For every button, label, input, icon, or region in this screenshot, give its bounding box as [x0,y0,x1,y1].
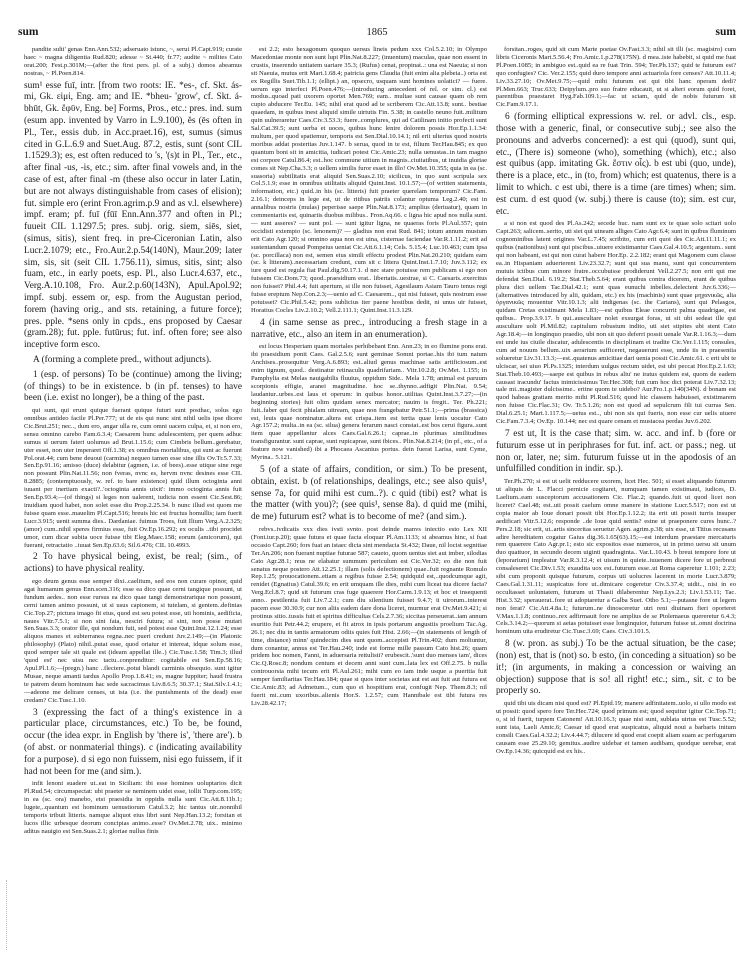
column-left [24,46,242,836]
citation-block: a si non est quod des Pl.As.242; secede huc. nam sunt ex te quae solo scitari uolo Capt.263; salicem..serito, uti siet qui uineam alliges Cato Agr.6.4; sunt in quibus fluminum cognominibus latent origines Var.L.7.45; scribito, cum erit quoi des Cic.Att.11.11.1; ex quibus (nationibus) sunt qui piscibus..uiuere existimantur Caes.Gal.4.10.5; argentum.. sunt qui non habeant, est qui non curat habere Hor.Ep. 2.2.182; erant qui Magonem cum classe ea..in Hispaniam aduerterent Liv.23.32.7; sunt qui sua manu, sunt qui concurrentem mutuis ictibus cum minore fratre..occubuisse prodiderunt Vell.2.27.5; non erit qui me defendat Sen.Dial. 6.19.2; Stat.Theb.5.64; erant quibus contra dicerem, erant de quibus plura dici uellem Tac.Dial.42.1; sunt quas eunuchi inbelles..delectent Juv.6.336;—(alternatives introduced by alii, quidam, etc.) ex his (machinis) sunt quae μηχανικῶς, alia ὀργανικῶς mouentur Vitr.10.1.3; alii indigenas (sc. the Carians), sunt qui Pelasgos, quidam Cretas existimant Mela 1.83;—est quibus Eleae concurrit palma quadrigae, est quibus.. Prop.3.9.17. b qui..auscultare nolet exsurgat foras, ut sit ubi sedeat ille qui auscultare uolt Pl.Mil.82; capitulum robustum indito, uti siet stipites ubi stent Cato Agr.18.4;—in longinquo praedio, ubi non sit quo deferri possit uenale Var.R.1.16.3;—dum est unde ius ciuile discatur, adulescentis in disciplinam ei tradite Cic.Ver.1.115; consules, cum ad nouum bellum..uix aerarium sufficeret, negauerunt esse, unde iis in praesentia solueretur Liv.31.13.3;—est..quatenus amicitiae dari uenia possit Cic.Amic.61. c erit ubi te ulciscar, sei uiuo Pl.Ps.1325; interdum uulgus rectum uidet, est ubi peccat Hor.Ep.2.1.63; Stat.Theb.10.493;—saepe est quibus in rebus aliu' ne iratus quidem est, quom de eadem causast iracundu' factus inimicissimus Ter.Hec.308; fuit cum hoc dici poterat Liv.7.32.13; uale mi..magister dulcissime.. eritne quom te uidebo? Aur.Fro.1.p.140(34N). d bonam est quod habeas gratiam merito mihi Pl.Rud.516; quod hic classem habuisset, existimarem non fuisse Cic.Flac.31; Ov. Tr.5.1.26; non est quod ad sepulcrum fili tui curras Sen. Dial.6.25.1; Mart.1.117.5;—uetus est.., ubi non sis qui fueris, non esse cur uelis uiuere Cic.Fam.7.3.4; Ov.Ep. 10.144; nec est quare cenam et mustacea perdas Juv.6.202. [496,220,736,426]
sense-7: 7 est ut, It is the case that; sim. w. acc. and inf. b (fore or futurum esse ut in periphrases for fut. inf. act. or pass.; neg. ut non or, later, ne; sim. futurum fuisse ut in the apodosis of an unfulfilled condition in indir. sp.). [496,428,736,475]
margin-ruler-marks [6,880,11,950]
citation-block: quid tibi uis dicam nisi quod est? Pl.Epid.19; manere adfinitatem..uolo, si ullo modo est ut possit: quod spero fore Ter.Hec.724; quod primum est; quod sequitur igitur Cic.Top.71; o, si id fuerit, turpem Catonem! Att.10.16.3; quae nisi sunt, sublata uirtus est Tusc.5.52; sunt ista, Laeli Amic.6; Caesar id quod erat suspicatus, aliquid noui a barbaris initum consili Caes.Gal.4.32.2; Liv.4.44.7; dilucere id quod erat coepit aliam suam ac perfugarum causam esse 25.29.10; gemitus..audire uidebar et tamen audibam, quodque uerebar, erat Ov.Ep.14.36; quicquid est ex his.. [496,700,736,755]
page-header [18,26,736,44]
citation-block: qui sunt, qui erunt quique fuerant quique futuri sunt posthac, solus ego omnibus antideo facile Pl.Per.777; ut de eis qui nunc sint nihil uelis ipse dicere Cic.Brut.251; nec.., dum ero, angar ulla re, cum omni uacem culpa, et, si non ero, sensu omnino carebo Fam.6.3.4; Caesarem hunc adulescentem, per quem adhuc sumus si uerum fateri uolumus ad Brut.1.15.6; cum Cimbris bellum..gerebatur, uter esset, non uter imperaret Off.1.38; ex omnibus mortalibus, qui sunt ac fuerunt Pol.orat.44; cum bene deuoui (carmina) nequeo tamen esse sine illis Ov.Tr.5.7.33; Sen.Ep.91.16; amisso (duce) delabitur (agmen, i.e. of bees)..esse utique sine rege non possunt Plin.Nat.11.56; non fveras, nvnc es, hervm nvnc desines esse CIL 8.2885; (contemptuously, w. ref. to bare existence) quid illum octoginta anni iuuant per inertiam exacti?..'octoginta annis uixit': immo octoginta annis fuit Sen.Ep.93.4;—(of things) si leges non ualerent, iudicia non essent Cic.Sest.86; inuidiam quod habet, non solet esse diu Prop.2.25.34. b nunc illud est quom me fuisse quam esse..mauelim Pl.Capt.516; breuis hic est fructus homullis; iam fuerit Lucr.3.915; uenit summa dies.. Dardaniae. fuimus Troes, fuit Ilium Verg.A.2.325; (amor) cum..nihil speres firmius esse, fuit Ov.Ep.16.292; ex oculis ..tibi procidet umor, cum dicar subita uoce fuisse tibi Eleg.Maec.158; eorum (amicorum), qui fuerant, retractatio ..iuuat Sen.Ep.63.6; Sil.6.476; CIL 10.4993. [24,407,242,549]
sense-A: A (forming a complete pred., without adjuncts). [33,354,212,365]
column-middle [251,46,487,708]
sense-5: 5 (of a state of affairs, condition, or sim.) To be present, obtain, exist. b (of relationships, dealings, etc.; see also quis¹, sense 7a, for quid mihi est cum..?). c quid (tibi) est? what is the matter (with you)?; (see quis¹, sense 8a). d quid me (mihi, de me) futurum est? what is to become of me? (and sim.). [251,465,487,523]
sense-1: 1 (esp. of persons) To be (continue) among the living; (of things) to be in existence. b (in pf. tenses) to have been (i.e. exist no longer), be a thing of the past. [24,369,242,404]
citation-block: infit lenoni suadere ut..eat in Siciliam: ibi esse homines uoluptarios dicit Pl.Rud.54; circumspectat: ubi praeter se neminem uidet esse, tollit Turp.com.195; in ea (sc. ora) manebo, etsi praesidia in oppidis nulla sunt Cic.Att.8.11b.1; lugete,..quantum est hominum uenustiorum Catul.3.2; hic tantus uir..nonnihil temporis tribuit litteris. namque aliquot eius libri sunt Nep.Han.13.2; forsitan et lucos illic urbesque deorum concipias animo..esse? Ov.Met.2.78; uix.. minimo aditus nauigio est Sen.Suas.2.1; gloriae nullus finis [24,780,242,835]
page-number: 1865 [366,27,388,38]
sense-8: 8 (w. pron. as subj.) To be the actual situation, be the case; (non) est, that is (not) so. b esto, (in conceding a situation) so be it!; (in arguments, in making a concession or waiving an objection) suppose that is so! all right! etc.; sim., sit. c to be properly so. [496,639,736,697]
citation-block: pandite sulti' genas Enn.Ann.532; adseruato istunc, ~, serui Pl.Capt.919; curate haec ~ magna diligentia Rud.820; adesse ~ St.440; fr.77; audite ~ milites Cato orat.200; Fest.p.301M;—(after the first pers. pl. of a subj.) domos abeamus nostras, ~ Pl.Poen.814. [24,46,242,77]
sense-4: 4 (in same sense as prec., introducing a fresh stage in a narrative, etc., also an item in an enumeration). [251,317,487,340]
left-running-headword: sum [18,26,39,38]
citation-block: est 2.2; esto hexagonum quoquo uersus lineis pedum xxx Col.5.2.10; in Olympo Macedoniae monte non sunt lupi Plin.Nat.8.227; (inuentum) maculas, quae non essent in crustis, inserendo unitatem uariare 35.3; (Rufus) cenat, propinat..: una est Naeuia; si non sit Naeuia, mutus erit Mart.1.68.4; patricia gens Claudia (fuit enim alia plebeia..) orta est ex Regillis Suet.Tib.1.1; (ellipt.) an, opsecro, usquam sunt homines uolatici? — fuere. uerum ego interfeci Pl.Poen.476;—(introducing antecedent of rel. or sim. cl.) est modus..quoad pati uxorem oportet Men.769; eam.. multae sunt causae quam ob rem cupio abducere Ter.Eu. 145; nihil erat quod ad te scriberem Cic.Att.13.8; sunt.. bestiae quaedam, in quibus inest aliquid simile uirtutis Fin. 5.38; in castello neuno fuit..militum quin uulneraretur Caes.Civ.3.53.3; fuere..complures, qui ad Catilinam initio profecti sunt Sal.Cat.39.5; sunt uerba et uoces, quibus hunc lenire dolorem possis Hor.Ep.1.1.34: multum, per quod spatiemur, temporis est Sen.Dial.10.14.1; nil erit ulterius quod nostris moribus addat posteritas Juv.1.147. b serua, quod in te est, filium Ter.Hau.845; ex quo quantum boni sit in amicitia, iudicari potest Cic.Amic.23; nulla uenustas..in tam magno est corpore Catul.86.4; est..hoc commune uitium in magnis..ciuitatibus, ut inuidia gloriae comes sit Nep.Cha.3.3; o uellem similis furor esset in illo! Ov.Met.10.355; quia in ea (sc. suasoria) subtilitatis erat aliquid Sen.Suas.2.10; sicilicus, in quo sunt scripula sex Col.5.1.9; esse in omnibus utilitatis aliquid Quint.Inst. 10.1.57;—(of written statements, information, etc.) quid..in his (sc. litteris) fuit praeter querelam temporum? Cic.Fam. 2.16.1; deinceps in lege est, ut de ritibus patriis colantur optuma Leg.2.40; est in annalibus nostris (mulas) peperisse saepe Plin.Nat.8.173; amplius (deriuatur), quam in commentariis est, quinariis duobus milibus.. Fron.Aq.66. c ligna hic apud nos nulla sunt. — sunt asseres? — sunt pol. — sunt igitur ligna, ne quaeras foris Pl.Aul.357; quin occidisti extempio (sc. lenonem)? — gladius non erat Rud. 841; totum annum mustum erit Cato Agr.120; si omnino aqua non est uina, cisternae faciendae Var.R.1.11.2; erit ad sustentandum quoad Pompeius ueniat Cic.Att.6.1.14; Cels. 5.15.4; Luc.10.463; cum ipsa (sc. porcillaca) non est, semen eius simili effectu prodest Plin.Nat.20.210; quidam eam (sc. k litteram)..necessariam credunt, cum sit c littera Quint.Inst.1.7.10; Juv.3.112; ex iure quod est regula fiat Paul.dig.50.17.1. d nec stare potuisse rem publicam si ego non fuissem Cic.Dom.73; quod..praesidium erat.. libertatis..uestrae, si C. Caesaris..exercitus non fuisset? Phil.4.4; fuit apertum, si ille non fuisset, Agesilaum Asiam Tauro tenus regi fuisse ereptum Nep.Con.2.3;—uenio ad C. Caesarem.., qui nisi fuisset, quis nostrum esse potuisset? Cic.Phil.5.42; pons sublicius iter paene hostibus dedit, ni unus uir fuisset, Horatius Cocles Liv.2.10.2; Vell.2.111.1; Quint.Inst.11.3.129. [251,46,487,314]
citation-block: est locus Hesperiam quam mortales perhibebant Enn. Ann.23; in eo flumine pons erat. ibi praesidium ponit Caes. Gal.2.5.6; sunt geminae Somni portae..his ibi tum natum Anchises..prosequitur Verg.A.6.893; est..aliud genus machinae satis artificiosum..est enim tignum, quod.. destinatur retinaculis quadrifariam.. Vitr.10.2.8; Ov.Met. 1.155; in Pamphylia est Melas nauigabilis fluuius, oppidum Side.. Mela 1.78; animal est paruum scorpionis effigie, aranei magnitudine. hoc se..thynno..adfigit Plin.Nat. 9.54; laudantur..urbes..est laus et operum: in quibus honor..utilitas Quint.Inst.3.7.27;—(in beginning stories) fuit olim quidam senex mercator; nauim is fregit.. Ter. Ph.221; fuit..faber qui fecit phialam uitream, quae non frangebatur Petr.51.1;—prima (brassica) est, leuis quae nominatur..altera est crispa..item est tertia quae lenis uocatur Cato Agr.157.2; multa..in ea (sc. silua) genera ferarum nasci constat..est bos cerui figura..sunt item quae appellantur alces Caes.Gal.6.26.1; caprae..in plurimas similitudines transfigurantur. sunt caprae, sunt rupicaprae, sunt ibices.. Plin.Nat.8.214; (in pf., etc., of a feature now vanished) ibi a Phocaea Ascanius portus. dein fuerat Larisa, sunt Cyme, Myrina.. 5.121. [251,343,487,462]
sense-2: 2 To have physical being, exist, be real; (sim., of actions) to have physical reality. [24,552,242,575]
citation-block: rebvs..ivdicatis xxx dies ivsti svnto. post deinde manvs iniectio esto Lex XII (Font.iur.p.20); quae futura et quae facta eloquar Pl.Am.1133; si abeamus hinc, si fuat occasio Capt.260; fors fuat an istaec dicta sint mendacia St.432; Daue, nil locist segnitiae Ter.An.206; non fuerant nuptiae futurae 587; caueto, quom uentus siet aut imber, silodias Cato Agr.28.1; reus ne elabatur summum periculum est Cic.Ver.32; eo die non fuit senatus neque postero Att.12.25.1; illam (solis defectionem) quae..fuit regnante Romulo Rep.1.25; prouocationem..etiam a regibus fuisse 2.54; quidquid est,..quodcumque agit, renidet (Egnatius) Catul.39.6; en erit umquam ille dies, mihi cum liceat tua dicere facta? Verg.Ecl.8.7; quid sit futurum cras fuge quaerere Hor.Carm.1.9.13; et hoc et insequenti anno.. pestilentia fuit Liv.7.2.1; cum diu silentium fuisset 9.4.7; ii uirorum..interest pacem esse 30.30.9; cur non aliis eadem dare dona liceret, murmur erat Ov.Met.9.421; si protinus sitio..tussis fuit et spiritus difficultas Cels.2.7.36; siccitas perseuerat..iam annum esuritio fuit Petr.44.2; erupere, et fit atrox in ipsis portarum angustiis proelium Tac.Ag. 26.1; nec diu in tantis armatorum odiis quies fuit Hist. 2.66;—(in statements of length of time, distance) minn' quindecim dies sunt quom..accepisti Pl.Trin.402; dum moliuntur, dum conantur, annus est Ter.Hau.240; inde est forme mille passum Cato hist.26; quam pridem hoc nomen, Fanni, in aduersaria rettulisti? erubescit..'sunt duo menses iam', dices Cic.Q.Rosc.8; nondum centum et decem anni sunt cum..lata lex est Off.2.75. b nulla controuorsia mihi tecum erit Pl.Aul.261; mihi cum eo iam inde usque a pueritia fuit semper familiaritas Ter.Hau.184; quae si quos inter societas aut est aut fuit aut futura est Cic.Amic.83; ad Admetum.., cum quo ei hospitium erat, confugit Nep. Them.8.3; nil fuerit mi..cum uxoribus..alienis Hor.S. 1.2.57; cum Hannibale est tibi futura res Liv.28.42.17; [251,525,487,707]
sense-3: 3 (expressing the fact of a thing's existence in a particular place, circumstances, etc.) To be, be found, occur (the idea expr. in English by 'there is', 'there are'). b (of abst. or nonmaterial things). c (indicating availability for a purpose). d si ego non fuissem, nisi ego fuissem, if it had not been for me (and sim.). [24,707,242,777]
column-right [496,46,736,756]
sense-6: 6 (forming elliptical expressions w. rel. or advl. cls., esp. those with a generic, final, or consecutive subj.; see also the pronouns and adverbs concerned): a est qui (quod), sunt qui, etc., (There is) someone (who), something (which), etc.; also est quibus (app. imitating Gk. ἔστιν οἷς). b est ubi (quo, unde), there is a place, etc., in (to, from) which; est quatenus, there is a limit to which. c est ubi, there is a time (are times) when; sim. est cum. d est quod (w. subj.) there is cause (to); sim. est cur, etc. [496,112,736,217]
citation-block: forsitan..roges, quid sit cum Marte poetae Ov.Fast.3.3; nihil sit illi (sc. magistro) cum libris Ciceronis Mart.5.56.4; Fro.Amic.1.p.278(175N). d mea..iste habebit, si quid me fuat Pl.Poen.1085; in ambiguo est..quid ea re fuat Trin. 594; Ter.Ph.137; quid te futurum est? quo confugies? Cic. Ver.2.155; quid duro tempore anni actuariola fore censes? Att.10.11.4; Liv.33.27.10; Ov.Met.9.75;—quid mihi futurum est qui tibi hanc operam dedi? Pl.Men.663; Truc.633; Deipylum..pro suo fratre educauit, ut si alteri eorum quid foret, parentibus praestaret Hyg.Fab.109.1;—fac ut sciam, quid de nobis futurum sit Cic.Fam.9.17.1. [496,46,736,109]
right-running-headword: sum [715,26,736,38]
citation-block: Ter.Ph.270; si est ut uelit redducere uxorem, licet Hec. 501; si esset aliquando futurum ut aliquis de L. Flacci pernicie cogitaret, numquam tamen existimaui, iudices, D. Laelium..eam susceptorum accusationem Cic. Flac.2; quando..fuit ut quod licet non liceret? Cael.48; est..uti possit caelum omne manere in statione Lucr.5.517; non est ut copia maior ab Ioue donari possit tibi Hor.Ep.1.12.2; ita erit uti possit turris insuper aedificari Vitr.5.12.6; responde ..de Ioue quid sentis? estne ut praeponere cures hunc..? Pers.2.18; sic erit, ut..artis sinceritas seruetur Agen. agrim.p.38; uix esse, ut Titius recusans adire hereditatem cogatur Gaius dig.36.1.65(63).15;—est interdum praestare mercaturis rem quaerere Cato Agr.pr.1; esto sic expositos esse numeros, ut in primo uersu sit unum duo quattuor, in secundo decem uiginti quadraginta.. Var.L.10.43. b breui tempore fore ut (leporarium) impleatur Var.R.3.12.4; ei uisum in quiete..iuuenem dicere fore ut perbreui consaleseret Cic.Div.1.53; exaudita uox est..futurum esse..ut Roma caperetur 1.101; 2.23; sibi cum proponit quisque futurum, corpus uti uolucres lacerent in morte Lucr.3.879; Caes.Gal.1.31.11; suspicatus fore ut..dimicare cogeretur Civ.3.37.4; uidit.., nisi in eo occultasset uoluntatem, futurum ut Thasii dilaberentur Nep.Lys.2.3; Liv.1.53.11; Tac. Hist.3.32; sperauerat..fore ut adoptaretur a Galba Suet. Otho 5.1;—putasne fore ut legem non ferat? Cic.Att.4.8a.1; futurum..ne dinosceretur utri reni diuinam fieri oporteret V.Max.1.1.8; continuo..rex adfirmauit fore ne amplius de se Ptolemaeus quereretur 6.4.3; Cels.3.14.2;—quorum si aetas potuisset esse longinquior, futurum fuisse ut..omni doctrina hominum uita erudiretur Cic.Tusc.3.69; Caes. Civ.3.101.5. [496,478,736,636]
citation-block: ego deum genus esse semper dixi..caelitum, sed eos non curare opinor, quid agat humanum genus Enn.scen.316; esse ea dico quae cerni tangique possunt, ut fundum aedes.. non esse rursus ea dico quae tangi demonstrarique non possunt, cerni tamen animo possunt, ut si usus capionem, si tutelam, si gentem..definias Cic.Top.27; pictura imago fit eius, quod est seu potest esse, uti hominis, aedificia, naues Vitr.7.5.1; si non sint fata, nesciri futura; si sint, non posse mutari Sen.Suas.3.3; orator ille, qui nondum fuit, sed potest esse Quint.Inst.12.1.24; esse aliquos manes et subterranea regna..nec pueri credunt Juv.2.149;—(in Platonic philosophy) (Plato) nihil..putat esse, quod oriatur et intereat, idque solum esse, quod semper tale sit quale est (ideam appellat ille..) Cic.Tusc.1.58; Tim.3; illud 'quod est' nec uisu nec tactu..conprenditur: cogitabile est Sen.Ep.58.16; Apul.Pl.1.6;—(pregn.) hanc ..flectere..potui blandi carminis obsequio. sunt igitur Musae, neque amanti tardus Apollo Prop.1.8.41; es, magne Iuppiter; haud frustra te patrem deum hominum hac sede sacracimus Liv.8.6.5; 30.37.1; Stat.Silv.1.4.1;—adeone me delirare censes, ut ista (i.e. the punishments of the dead) esse credam? Cic.Tusc.1.10. [24,578,242,704]
entry-headword-block: sum¹ esse fuī, intr. [from two roots: IE. *es-, cf. Skt. ás-mi, Gk. εἰμί, Eng. am; and IE. *bheu- 'grow', cf. Skt. á-bhūt, Gk. ἔφῡν, Eng. be] Forms, Pros., etc.: pres. ind. sum (esum app. invented by Varro in L.9.100), ĕs (ēs often in Pl., Ter., essis dub. in Acc.praet.16), est, sumus (simus cited in G.L.6.9 and Suet.Aug. 87.2, estis, sunt (sont CIL 1.1529.3); es, est often reduced to 's, '(s)t in Pl., Ter., etc., after final -us, -is, etc.; sim. after final vowels and, in the case of est, after final -m (these also occur in later Latin, but are not always distinguishable from cases of elision); fut. simple ero (erint Fron.agrim.p.9 and as v.l. elsewhere) impf. eram; pf. fuī (fūī Enn.Ann.377 and often in Pl.; fuueit CIL 1.1297.5; pres. subj. orig. siem, siēs, siet, (simus, sitis), sient freq. in pre-Ciceronian Latin, also Lucr.2.1079; etc., Fro.Aur.2.p.54(140N), Maur.209; later sim, sis, sit (seit CIL 1.756.11), simus, sitis, sint; also fuam, etc., in early poets, esp. Pl., also Lucr.4.637, etc., Verg.A.10.108, Fro. Aur.2.p.60(143N), Apul.Apol.92; impf. subj. essem or, esp. from the Augustan period, forem (having orig., and sts. retaining, a future force); pres. pple. *sens only in cpds., ens proposed by Caesar (gram.28); fut. pple. futūrus; fut. inf. often fore; see also inceptive form esco. [24,80,242,351]
